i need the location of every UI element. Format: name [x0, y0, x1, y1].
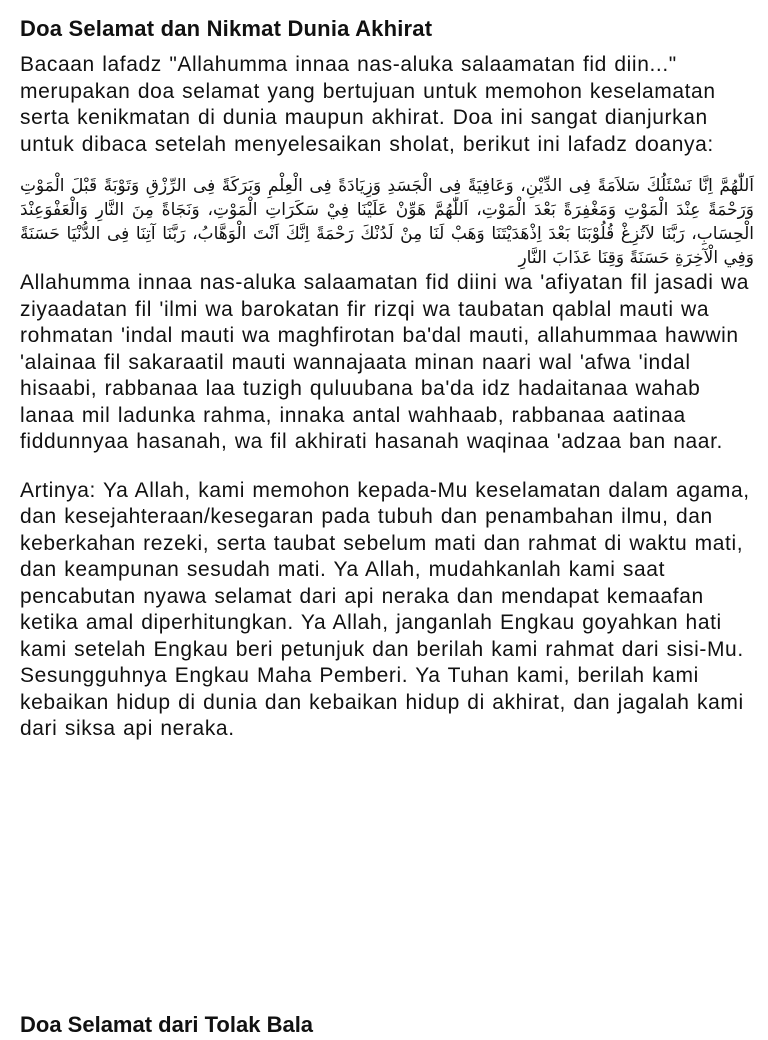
document-page — [20, 14, 754, 743]
document-title: Doa Selamat dan Nikmat Dunia Akhirat — [20, 16, 433, 41]
next-section-heading: Doa Selamat dari Tolak Bala — [20, 1012, 314, 1037]
intro-paragraph: Bacaan lafadz "Allahumma innaa nas-aluka salaamatan fid diin..." merupakan doa selamat yang bertujuan untuk memohon keselamatan serta kenikmatan di dunia maupun akhirat. Doa ini sangat dianjurkan untuk dibaca setelah menyelesaikan sholat, berikut ini lafadz doanya: — [20, 53, 716, 156]
paragraph-spacer — [20, 456, 754, 478]
arabic-prayer-text: اَللّٰهُمَّ اِنَّا نَسْئَلُكَ سَلاَمَةً فِى الدِّيْنِ، وَعَافِيَةً فِى الْجَسَدِ وَزِيَادَةً فِى الْعِلْمِ وَبَرَكَةً فِى الرِّزْقِ وَتَوْبَةً قَبْلَ الْمَوْتِ وَرَحْمَةً عِنْدَ الْمَوْتِ وَمَغْفِرَةً بَعْدَ الْمَوْتِ، اَللّٰهُمَّ هَوِّنْ عَلَيْنَا فِيْ سَكَرَاتِ الْمَوْتِ، وَنَجَاةً مِنَ النَّارِ وَالْعَفْوَعِنْدَ الْحِسَابِ، رَبَّنَا لاَتُزِغْ قُلُوْبَنَا بَعْدَ اِذْهَدَيْتَنَا وَهَبْ لَنَا مِنْ لَدُنْكَ رَحْمَةً اِنَّكَ اَنْتَ الْوَهَّابُ، رَبَّنَا آتِنَا فِى الدُّنْيَا حَسَنَةً وَفِي الْآخِرَةِ حَسَنَةً وَقِنَا عَذَابَ النَّارِ — [20, 176, 754, 268]
translation-paragraph: Artinya: Ya Allah, kami memohon kepada-Mu keselamatan dalam agama, dan kesejahteraan/kesegaran pada tubuh dan penambahan ilmu, dan keberkahan rezeki, serta taubat sebelum mati dan rahmat di waktu mati, dan keampunan sesudah mati. Ya Allah, mudahkanlah kami saat pencabutan nyawa selamat dari api neraka dan mendapat kemaafan ketika amal diperhitungkan. Ya Allah, janganlah Engkau goyahkan hati kami setelah Engkau beri petunjuk dan berilah kami rahmat dari sisi-Mu. Sesungguhnya Engkau Maha Pemberi. Ya Tuhan kami, berilah kami kebaikan hidup di dunia dan kebaikan hidup di akhirat, dan jagalah kami dari siksa api neraka. — [20, 478, 750, 740]
latin-transliteration: Allahumma innaa nas-aluka salaamatan fid diini wa 'afiyatan fil jasadi wa ziyaadatan fil 'ilmi wa barokatan fir rizqi wa taubatan qablal mauti wa rohmatan 'indal mauti wa maghfirotan ba'dal mauti, allahummaa hawwin 'alainaa fil sakaraatil mauti wannajaata minan naari wal 'afwa 'indal hisaabi, rabbanaa laa tuzigh quluubana ba'da idz hadaitanaa wahab lanaa mil ladunka rahma, innaka antal wahhaab, rabbanaa aatinaa fiddunnyaa hasanah, wa fil akhirati hasanah waqinaa 'adzaa ban naar. — [20, 271, 750, 453]
